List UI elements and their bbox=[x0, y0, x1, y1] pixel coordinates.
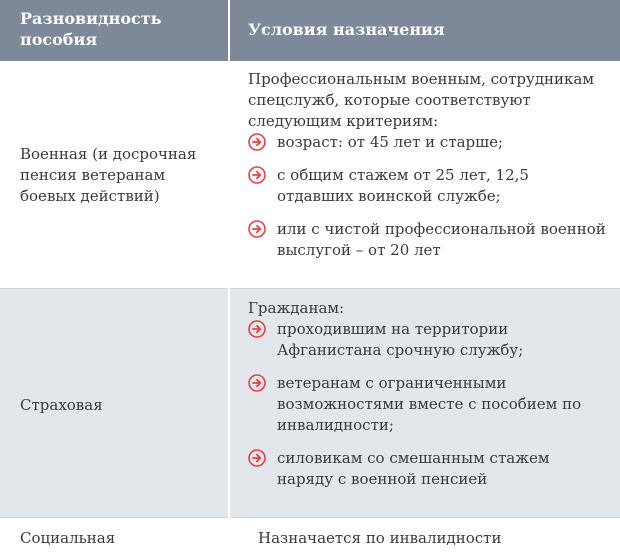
arrow-circle-icon bbox=[248, 449, 266, 467]
header-type: Разновидность пособия bbox=[0, 0, 228, 61]
list-item bbox=[248, 319, 608, 361]
list-item bbox=[248, 132, 608, 153]
column-divider bbox=[228, 0, 230, 558]
row-divider bbox=[0, 288, 620, 289]
list-item bbox=[248, 165, 608, 207]
conditions-intro: Гражданам: bbox=[248, 299, 345, 317]
conditions-cell bbox=[248, 298, 608, 490]
arrow-circle-icon bbox=[248, 133, 266, 151]
arrow-circle-icon bbox=[248, 374, 266, 392]
list-item-text: возраст: от 45 лет и старше; bbox=[277, 133, 504, 151]
list-item-text: с общим стажем от 25 лет, 12,5 отдавших воинской службе; bbox=[277, 166, 529, 205]
arrow-circle-icon bbox=[248, 320, 266, 338]
list-item-text: или с чистой профессиональной военной выслугой – от 20 лет bbox=[277, 220, 606, 259]
list-item-text: силовикам со смешанным стажем наряду с военной пенсией bbox=[277, 449, 550, 488]
type-cell: Социальная bbox=[20, 529, 116, 547]
type-cell: Военная (и досрочная пенсия ветеранам боевых действий) bbox=[20, 145, 197, 205]
table-row-military bbox=[0, 61, 620, 288]
conditions-intro: Профессиональным военным, сотрудникам спецслужб, которые соответствуют следующим критериям: bbox=[248, 70, 595, 130]
list-item bbox=[248, 219, 608, 261]
list-item bbox=[248, 373, 608, 436]
table-row-insurance bbox=[0, 288, 620, 517]
table-row-social bbox=[0, 517, 620, 558]
arrow-circle-icon bbox=[248, 166, 266, 184]
list-item-text: проходившим на территории Афганистана срочную службу; bbox=[277, 320, 524, 359]
arrow-circle-icon bbox=[248, 220, 266, 238]
header-conditions: Условия назначения bbox=[230, 0, 620, 61]
list-item-text: ветеранам с ограниченными возможностями вместе с пособием по инвалидности; bbox=[277, 374, 582, 434]
conditions-cell: Назначается по инвалидности bbox=[258, 529, 502, 547]
conditions-cell bbox=[248, 69, 608, 261]
list-item bbox=[248, 448, 608, 490]
row-divider bbox=[0, 517, 620, 518]
type-cell: Страховая bbox=[20, 396, 103, 414]
